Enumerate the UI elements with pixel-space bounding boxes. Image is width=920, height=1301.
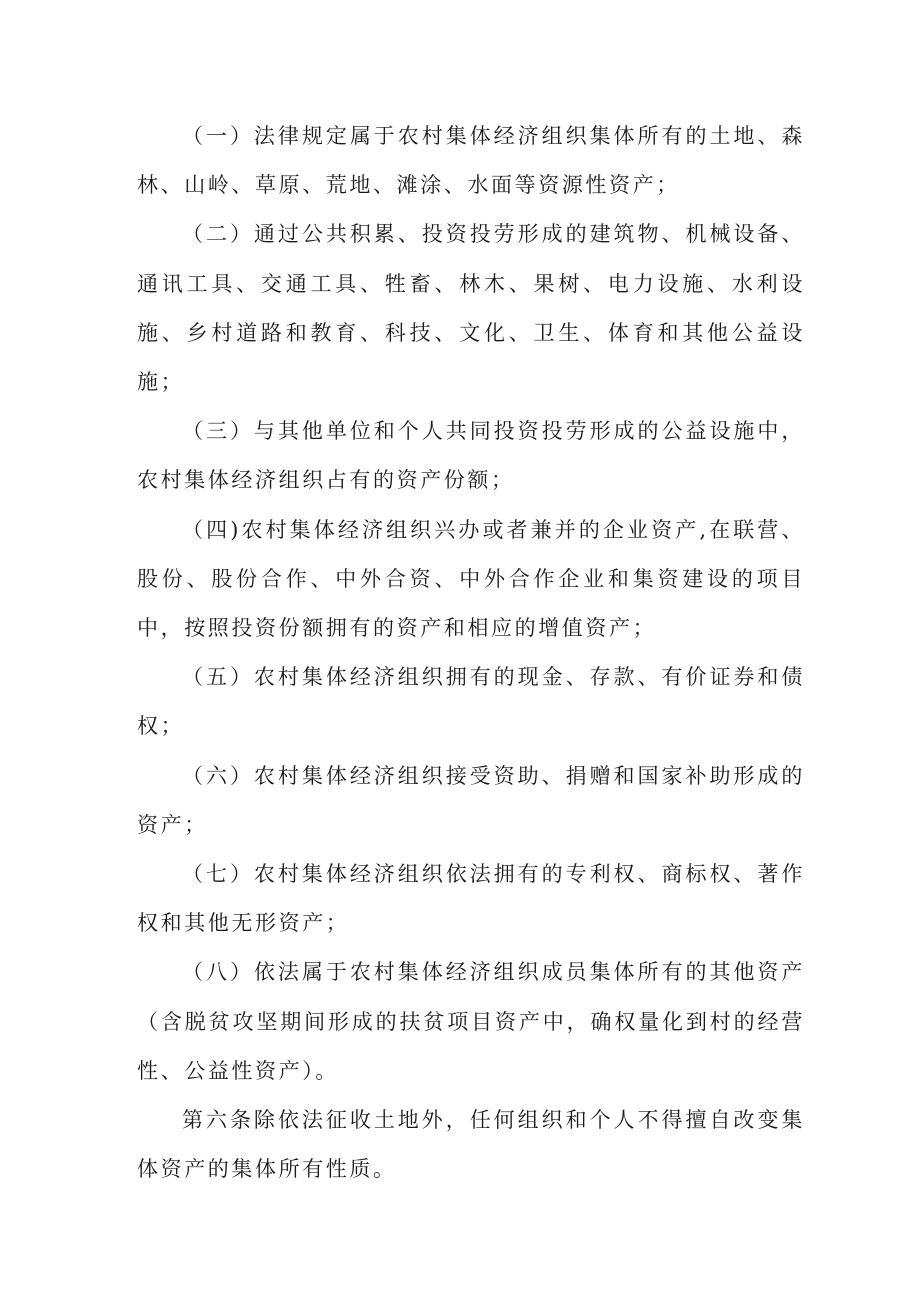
paragraph-item-6: （六）农村集体经济组织接受资助、捐赠和国家补助形成的资产； bbox=[137, 763, 805, 837]
paragraph-item-2: （二）通过公共积累、投资投劳形成的建筑物、机械设备、通讯工具、交通工具、牲畜、林木、果树、电力设施、水利设施、乡村道路和教育、科技、文化、卫生、体育和其他公益设施； bbox=[137, 222, 805, 395]
document-page bbox=[137, 112, 805, 1194]
paragraph-item-7: （七）农村集体经济组织依法拥有的专利权、商标权、著作权和其他无形资产； bbox=[137, 862, 805, 936]
paragraph-item-4: （四)农村集体经济组织兴办或者兼并的企业资产,在联营、股份、股份合作、中外合资、中外合作企业和集资建设的项目中，按照投资份额拥有的资产和相应的增值资产； bbox=[137, 517, 805, 641]
paragraph-item-1: （一）法律规定属于农村集体经济组织集体所有的土地、森林、山岭、草原、荒地、滩涂、水面等资源性资产； bbox=[137, 124, 805, 198]
article-6-paragraph: 第六条除依法征收土地外，任何组织和个人不得擅自改变集体资产的集体所有性质。 bbox=[137, 1108, 805, 1182]
paragraph-item-3: （三）与其他单位和个人共同投资投劳形成的公益设施中，农村集体经济组织占有的资产份额； bbox=[137, 419, 805, 493]
paragraph-item-8: （八）依法属于农村集体经济组织成员集体所有的其他资产（含脱贫攻坚期间形成的扶贫项目资产中，确权量化到村的经营性、公益性资产）。 bbox=[137, 960, 805, 1083]
paragraph-item-5: （五）农村集体经济组织拥有的现金、存款、有价证券和债权； bbox=[137, 665, 805, 739]
